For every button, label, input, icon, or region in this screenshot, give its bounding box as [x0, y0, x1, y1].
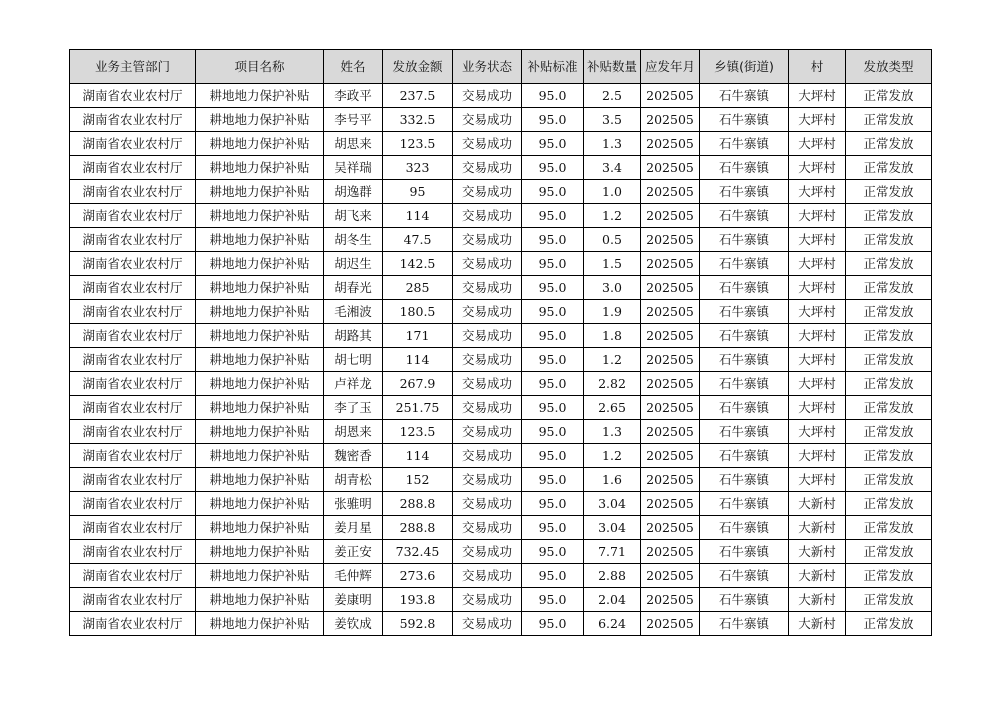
cell-project-name: 耕地地力保护补贴 [196, 204, 324, 228]
table-row [70, 228, 932, 252]
cell-standard: 95.0 [522, 564, 584, 588]
cell-village: 大坪村 [789, 372, 846, 396]
cell-year-month: 202505 [641, 444, 700, 468]
table-row [70, 516, 932, 540]
cell-department: 湖南省农业农村厅 [70, 156, 196, 180]
header-payment-type: 发放类型 [846, 50, 932, 84]
cell-town: 石牛寨镇 [700, 252, 789, 276]
cell-payment-type: 正常发放 [846, 276, 932, 300]
cell-project-name: 耕地地力保护补贴 [196, 324, 324, 348]
header-project-name: 项目名称 [196, 50, 324, 84]
cell-standard: 95.0 [522, 468, 584, 492]
table-row [70, 108, 932, 132]
cell-standard: 95.0 [522, 276, 584, 300]
cell-payment-type: 正常发放 [846, 108, 932, 132]
cell-year-month: 202505 [641, 324, 700, 348]
cell-village: 大坪村 [789, 396, 846, 420]
cell-amount: 267.9 [383, 372, 453, 396]
header-amount: 发放金额 [383, 50, 453, 84]
table-row [70, 540, 932, 564]
cell-town: 石牛寨镇 [700, 372, 789, 396]
cell-amount: 332.5 [383, 108, 453, 132]
cell-project-name: 耕地地力保护补贴 [196, 612, 324, 636]
table-row [70, 492, 932, 516]
cell-payment-type: 正常发放 [846, 516, 932, 540]
cell-payment-type: 正常发放 [846, 420, 932, 444]
cell-project-name: 耕地地力保护补贴 [196, 156, 324, 180]
cell-amount: 95 [383, 180, 453, 204]
cell-name: 毛湘波 [324, 300, 383, 324]
cell-project-name: 耕地地力保护补贴 [196, 132, 324, 156]
cell-name: 胡恩来 [324, 420, 383, 444]
cell-village: 大坪村 [789, 348, 846, 372]
cell-status: 交易成功 [453, 276, 522, 300]
cell-quantity: 1.3 [584, 132, 641, 156]
table-row [70, 348, 932, 372]
cell-quantity: 2.88 [584, 564, 641, 588]
cell-project-name: 耕地地力保护补贴 [196, 372, 324, 396]
cell-town: 石牛寨镇 [700, 420, 789, 444]
cell-quantity: 1.6 [584, 468, 641, 492]
cell-name: 胡春光 [324, 276, 383, 300]
cell-amount: 152 [383, 468, 453, 492]
cell-department: 湖南省农业农村厅 [70, 108, 196, 132]
table-row [70, 468, 932, 492]
table-row [70, 324, 932, 348]
cell-name: 毛仲辉 [324, 564, 383, 588]
cell-status: 交易成功 [453, 396, 522, 420]
cell-year-month: 202505 [641, 540, 700, 564]
table-row [70, 276, 932, 300]
cell-department: 湖南省农业农村厅 [70, 180, 196, 204]
cell-name: 李了玉 [324, 396, 383, 420]
cell-standard: 95.0 [522, 612, 584, 636]
cell-amount: 592.8 [383, 612, 453, 636]
cell-department: 湖南省农业农村厅 [70, 564, 196, 588]
cell-status: 交易成功 [453, 252, 522, 276]
cell-status: 交易成功 [453, 156, 522, 180]
cell-name: 胡飞来 [324, 204, 383, 228]
cell-town: 石牛寨镇 [700, 324, 789, 348]
cell-department: 湖南省农业农村厅 [70, 300, 196, 324]
cell-project-name: 耕地地力保护补贴 [196, 516, 324, 540]
cell-quantity: 1.3 [584, 420, 641, 444]
cell-quantity: 2.5 [584, 84, 641, 108]
cell-village: 大新村 [789, 540, 846, 564]
cell-standard: 95.0 [522, 516, 584, 540]
cell-year-month: 202505 [641, 108, 700, 132]
cell-standard: 95.0 [522, 108, 584, 132]
cell-project-name: 耕地地力保护补贴 [196, 444, 324, 468]
cell-amount: 323 [383, 156, 453, 180]
cell-year-month: 202505 [641, 468, 700, 492]
cell-amount: 237.5 [383, 84, 453, 108]
cell-quantity: 1.8 [584, 324, 641, 348]
cell-payment-type: 正常发放 [846, 84, 932, 108]
cell-quantity: 2.82 [584, 372, 641, 396]
cell-year-month: 202505 [641, 348, 700, 372]
cell-status: 交易成功 [453, 468, 522, 492]
cell-quantity: 3.4 [584, 156, 641, 180]
cell-town: 石牛寨镇 [700, 612, 789, 636]
cell-town: 石牛寨镇 [700, 540, 789, 564]
cell-year-month: 202505 [641, 588, 700, 612]
cell-project-name: 耕地地力保护补贴 [196, 276, 324, 300]
cell-town: 石牛寨镇 [700, 468, 789, 492]
cell-village: 大坪村 [789, 84, 846, 108]
cell-status: 交易成功 [453, 180, 522, 204]
cell-project-name: 耕地地力保护补贴 [196, 396, 324, 420]
cell-department: 湖南省农业农村厅 [70, 444, 196, 468]
cell-department: 湖南省农业农村厅 [70, 588, 196, 612]
cell-status: 交易成功 [453, 348, 522, 372]
cell-town: 石牛寨镇 [700, 84, 789, 108]
cell-quantity: 6.24 [584, 612, 641, 636]
cell-project-name: 耕地地力保护补贴 [196, 108, 324, 132]
cell-standard: 95.0 [522, 252, 584, 276]
cell-year-month: 202505 [641, 252, 700, 276]
cell-standard: 95.0 [522, 324, 584, 348]
cell-village: 大坪村 [789, 108, 846, 132]
cell-status: 交易成功 [453, 588, 522, 612]
cell-status: 交易成功 [453, 516, 522, 540]
cell-village: 大坪村 [789, 300, 846, 324]
cell-year-month: 202505 [641, 492, 700, 516]
table-body [70, 84, 932, 636]
cell-quantity: 1.0 [584, 180, 641, 204]
cell-department: 湖南省农业农村厅 [70, 276, 196, 300]
cell-town: 石牛寨镇 [700, 132, 789, 156]
table-row [70, 300, 932, 324]
cell-name: 卢祥龙 [324, 372, 383, 396]
cell-payment-type: 正常发放 [846, 228, 932, 252]
cell-status: 交易成功 [453, 564, 522, 588]
cell-quantity: 2.04 [584, 588, 641, 612]
cell-amount: 123.5 [383, 132, 453, 156]
cell-quantity: 2.65 [584, 396, 641, 420]
table-row [70, 612, 932, 636]
cell-town: 石牛寨镇 [700, 444, 789, 468]
cell-quantity: 1.2 [584, 348, 641, 372]
cell-amount: 47.5 [383, 228, 453, 252]
cell-year-month: 202505 [641, 132, 700, 156]
cell-project-name: 耕地地力保护补贴 [196, 84, 324, 108]
cell-town: 石牛寨镇 [700, 492, 789, 516]
cell-quantity: 3.5 [584, 108, 641, 132]
cell-village: 大坪村 [789, 420, 846, 444]
cell-status: 交易成功 [453, 300, 522, 324]
cell-village: 大坪村 [789, 228, 846, 252]
cell-village: 大坪村 [789, 156, 846, 180]
cell-quantity: 1.2 [584, 444, 641, 468]
table-row [70, 180, 932, 204]
cell-standard: 95.0 [522, 420, 584, 444]
cell-amount: 732.45 [383, 540, 453, 564]
cell-payment-type: 正常发放 [846, 252, 932, 276]
cell-amount: 123.5 [383, 420, 453, 444]
cell-village: 大坪村 [789, 324, 846, 348]
cell-department: 湖南省农业农村厅 [70, 492, 196, 516]
header-status: 业务状态 [453, 50, 522, 84]
cell-name: 魏密香 [324, 444, 383, 468]
cell-payment-type: 正常发放 [846, 300, 932, 324]
cell-standard: 95.0 [522, 348, 584, 372]
cell-standard: 95.0 [522, 300, 584, 324]
cell-standard: 95.0 [522, 228, 584, 252]
cell-name: 胡思来 [324, 132, 383, 156]
cell-status: 交易成功 [453, 540, 522, 564]
cell-status: 交易成功 [453, 108, 522, 132]
cell-year-month: 202505 [641, 372, 700, 396]
cell-quantity: 1.2 [584, 204, 641, 228]
cell-year-month: 202505 [641, 564, 700, 588]
cell-status: 交易成功 [453, 324, 522, 348]
table-row [70, 372, 932, 396]
cell-amount: 180.5 [383, 300, 453, 324]
cell-amount: 273.6 [383, 564, 453, 588]
cell-status: 交易成功 [453, 204, 522, 228]
table-row [70, 396, 932, 420]
cell-year-month: 202505 [641, 300, 700, 324]
cell-standard: 95.0 [522, 180, 584, 204]
cell-village: 大坪村 [789, 204, 846, 228]
table-row [70, 84, 932, 108]
cell-department: 湖南省农业农村厅 [70, 372, 196, 396]
cell-standard: 95.0 [522, 204, 584, 228]
cell-name: 李政平 [324, 84, 383, 108]
subsidy-table [69, 49, 932, 636]
cell-quantity: 3.04 [584, 492, 641, 516]
cell-payment-type: 正常发放 [846, 492, 932, 516]
cell-payment-type: 正常发放 [846, 468, 932, 492]
cell-payment-type: 正常发放 [846, 324, 932, 348]
cell-amount: 193.8 [383, 588, 453, 612]
cell-village: 大新村 [789, 612, 846, 636]
cell-village: 大坪村 [789, 276, 846, 300]
cell-year-month: 202505 [641, 84, 700, 108]
cell-village: 大坪村 [789, 468, 846, 492]
cell-payment-type: 正常发放 [846, 132, 932, 156]
header-town: 乡镇(街道) [700, 50, 789, 84]
cell-payment-type: 正常发放 [846, 180, 932, 204]
header-name: 姓名 [324, 50, 383, 84]
cell-town: 石牛寨镇 [700, 180, 789, 204]
cell-payment-type: 正常发放 [846, 564, 932, 588]
table-row [70, 564, 932, 588]
cell-year-month: 202505 [641, 180, 700, 204]
cell-standard: 95.0 [522, 540, 584, 564]
cell-amount: 114 [383, 348, 453, 372]
cell-amount: 288.8 [383, 516, 453, 540]
cell-village: 大坪村 [789, 132, 846, 156]
cell-standard: 95.0 [522, 132, 584, 156]
cell-department: 湖南省农业农村厅 [70, 204, 196, 228]
table-row [70, 252, 932, 276]
cell-project-name: 耕地地力保护补贴 [196, 180, 324, 204]
cell-year-month: 202505 [641, 396, 700, 420]
cell-status: 交易成功 [453, 84, 522, 108]
cell-quantity: 1.5 [584, 252, 641, 276]
table-header-row [70, 50, 932, 84]
cell-project-name: 耕地地力保护补贴 [196, 348, 324, 372]
cell-village: 大新村 [789, 492, 846, 516]
cell-name: 李号平 [324, 108, 383, 132]
cell-name: 姜钦成 [324, 612, 383, 636]
cell-department: 湖南省农业农村厅 [70, 324, 196, 348]
table-row [70, 156, 932, 180]
cell-name: 姜月星 [324, 516, 383, 540]
cell-name: 姜正安 [324, 540, 383, 564]
cell-quantity: 1.9 [584, 300, 641, 324]
cell-standard: 95.0 [522, 156, 584, 180]
cell-status: 交易成功 [453, 372, 522, 396]
cell-town: 石牛寨镇 [700, 396, 789, 420]
cell-standard: 95.0 [522, 372, 584, 396]
cell-name: 胡逸群 [324, 180, 383, 204]
cell-payment-type: 正常发放 [846, 348, 932, 372]
cell-project-name: 耕地地力保护补贴 [196, 468, 324, 492]
cell-project-name: 耕地地力保护补贴 [196, 588, 324, 612]
cell-name: 胡七明 [324, 348, 383, 372]
table-row [70, 444, 932, 468]
cell-project-name: 耕地地力保护补贴 [196, 300, 324, 324]
cell-quantity: 7.71 [584, 540, 641, 564]
cell-amount: 114 [383, 204, 453, 228]
cell-name: 张骓明 [324, 492, 383, 516]
cell-year-month: 202505 [641, 420, 700, 444]
cell-project-name: 耕地地力保护补贴 [196, 252, 324, 276]
cell-status: 交易成功 [453, 444, 522, 468]
cell-name: 姜康明 [324, 588, 383, 612]
cell-town: 石牛寨镇 [700, 228, 789, 252]
cell-payment-type: 正常发放 [846, 612, 932, 636]
cell-amount: 171 [383, 324, 453, 348]
cell-department: 湖南省农业农村厅 [70, 132, 196, 156]
cell-amount: 288.8 [383, 492, 453, 516]
table-row [70, 132, 932, 156]
cell-year-month: 202505 [641, 228, 700, 252]
cell-village: 大坪村 [789, 444, 846, 468]
cell-payment-type: 正常发放 [846, 204, 932, 228]
cell-payment-type: 正常发放 [846, 444, 932, 468]
cell-village: 大坪村 [789, 252, 846, 276]
cell-town: 石牛寨镇 [700, 276, 789, 300]
cell-village: 大新村 [789, 516, 846, 540]
cell-name: 胡迟生 [324, 252, 383, 276]
cell-year-month: 202505 [641, 612, 700, 636]
cell-amount: 142.5 [383, 252, 453, 276]
cell-amount: 251.75 [383, 396, 453, 420]
cell-standard: 95.0 [522, 492, 584, 516]
cell-status: 交易成功 [453, 492, 522, 516]
header-standard: 补贴标准 [522, 50, 584, 84]
cell-village: 大坪村 [789, 180, 846, 204]
cell-village: 大新村 [789, 564, 846, 588]
cell-project-name: 耕地地力保护补贴 [196, 564, 324, 588]
cell-department: 湖南省农业农村厅 [70, 540, 196, 564]
header-quantity: 补贴数量 [584, 50, 641, 84]
cell-name: 吴祥瑞 [324, 156, 383, 180]
cell-payment-type: 正常发放 [846, 396, 932, 420]
cell-department: 湖南省农业农村厅 [70, 252, 196, 276]
cell-quantity: 0.5 [584, 228, 641, 252]
cell-town: 石牛寨镇 [700, 108, 789, 132]
cell-payment-type: 正常发放 [846, 372, 932, 396]
cell-town: 石牛寨镇 [700, 516, 789, 540]
cell-department: 湖南省农业农村厅 [70, 396, 196, 420]
table-row [70, 420, 932, 444]
cell-year-month: 202505 [641, 276, 700, 300]
cell-town: 石牛寨镇 [700, 300, 789, 324]
cell-village: 大新村 [789, 588, 846, 612]
cell-name: 胡青松 [324, 468, 383, 492]
cell-name: 胡冬生 [324, 228, 383, 252]
cell-amount: 285 [383, 276, 453, 300]
cell-status: 交易成功 [453, 612, 522, 636]
table-row [70, 204, 932, 228]
cell-project-name: 耕地地力保护补贴 [196, 420, 324, 444]
cell-quantity: 3.04 [584, 516, 641, 540]
cell-department: 湖南省农业农村厅 [70, 348, 196, 372]
cell-year-month: 202505 [641, 156, 700, 180]
cell-town: 石牛寨镇 [700, 564, 789, 588]
cell-department: 湖南省农业农村厅 [70, 516, 196, 540]
cell-town: 石牛寨镇 [700, 156, 789, 180]
cell-status: 交易成功 [453, 132, 522, 156]
cell-payment-type: 正常发放 [846, 588, 932, 612]
cell-department: 湖南省农业农村厅 [70, 468, 196, 492]
cell-town: 石牛寨镇 [700, 204, 789, 228]
cell-department: 湖南省农业农村厅 [70, 84, 196, 108]
cell-amount: 114 [383, 444, 453, 468]
cell-department: 湖南省农业农村厅 [70, 228, 196, 252]
cell-standard: 95.0 [522, 396, 584, 420]
cell-name: 胡路其 [324, 324, 383, 348]
cell-town: 石牛寨镇 [700, 588, 789, 612]
cell-status: 交易成功 [453, 420, 522, 444]
table-row [70, 588, 932, 612]
header-department: 业务主管部门 [70, 50, 196, 84]
cell-year-month: 202505 [641, 516, 700, 540]
cell-status: 交易成功 [453, 228, 522, 252]
cell-department: 湖南省农业农村厅 [70, 612, 196, 636]
cell-department: 湖南省农业农村厅 [70, 420, 196, 444]
cell-quantity: 3.0 [584, 276, 641, 300]
cell-project-name: 耕地地力保护补贴 [196, 492, 324, 516]
header-village: 村 [789, 50, 846, 84]
cell-project-name: 耕地地力保护补贴 [196, 228, 324, 252]
header-year-month: 应发年月 [641, 50, 700, 84]
cell-project-name: 耕地地力保护补贴 [196, 540, 324, 564]
cell-payment-type: 正常发放 [846, 156, 932, 180]
cell-standard: 95.0 [522, 588, 584, 612]
cell-payment-type: 正常发放 [846, 540, 932, 564]
cell-town: 石牛寨镇 [700, 348, 789, 372]
cell-year-month: 202505 [641, 204, 700, 228]
cell-standard: 95.0 [522, 444, 584, 468]
cell-standard: 95.0 [522, 84, 584, 108]
